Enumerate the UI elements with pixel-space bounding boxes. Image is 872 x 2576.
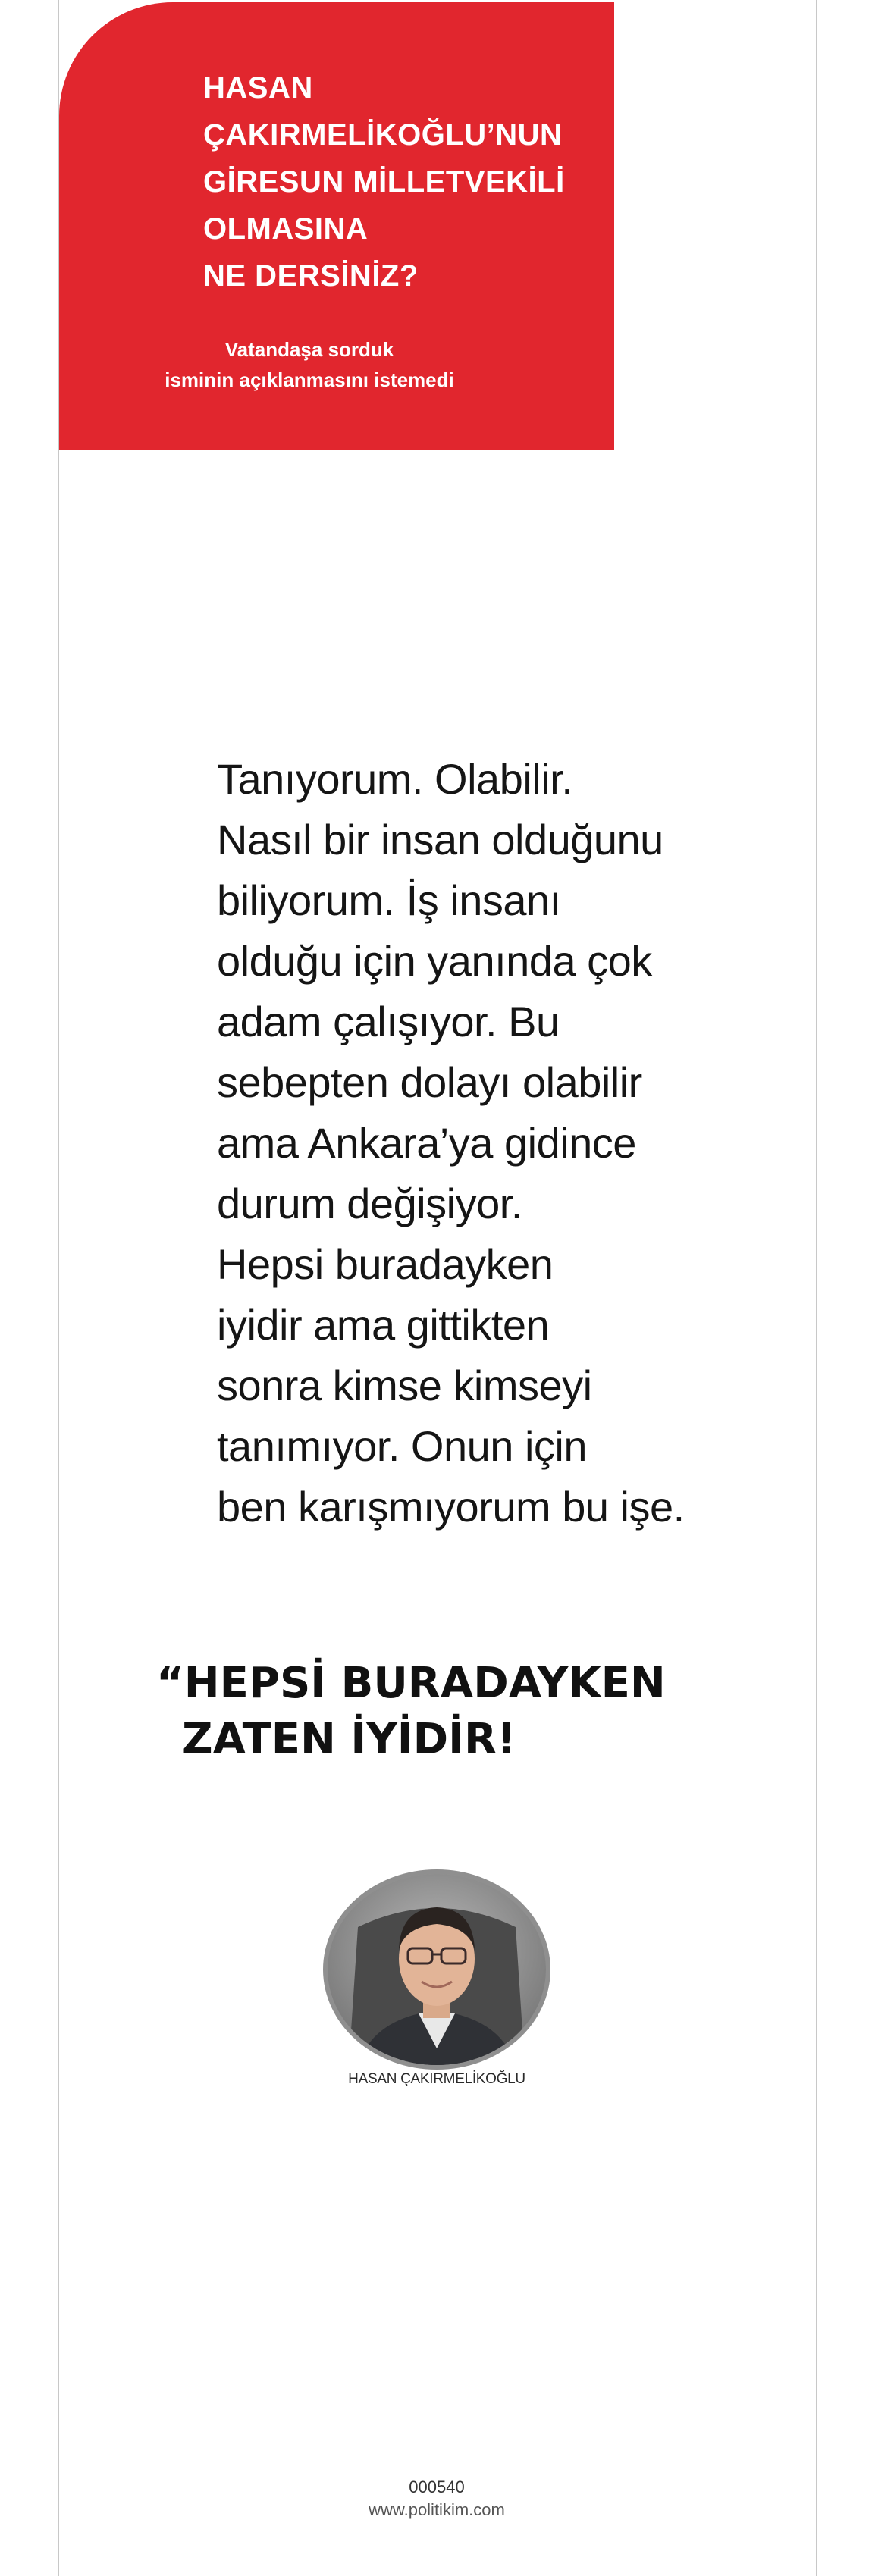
quote-line: ZATEN İYİDİR! bbox=[182, 1715, 516, 1764]
answer-line: olduğu için yanında çok bbox=[217, 937, 652, 985]
answer-line: adam çalışıyor. Bu bbox=[217, 998, 560, 1045]
pull-quote bbox=[156, 1656, 666, 1768]
subtitle-line: isminin açıklanmasını istemedi bbox=[165, 368, 454, 391]
answer-line: Hepsi buradayken bbox=[217, 1240, 554, 1288]
answer-line: sebepten dolayı olabilir bbox=[217, 1058, 642, 1106]
question-subtitle bbox=[143, 334, 476, 395]
answer-line: iyidir ama gittikten bbox=[217, 1301, 550, 1349]
website-link[interactable]: www.politikim.com bbox=[369, 2500, 505, 2519]
answer-line: Nasıl bir insan olduğunu bbox=[217, 816, 663, 863]
portrait-caption: HASAN ÇAKIRMELİKOĞLU bbox=[348, 2071, 525, 2087]
question-line: GİRESUN MİLLETVEKİLİ bbox=[203, 165, 565, 199]
answer-line: tanımıyor. Onun için bbox=[217, 1422, 588, 1470]
question-title bbox=[203, 64, 565, 299]
subtitle-line: Vatandaşa sorduk bbox=[224, 338, 394, 361]
question-header bbox=[59, 2, 614, 450]
portrait-illustration bbox=[328, 1874, 546, 2065]
answer-text bbox=[217, 749, 763, 1537]
page-code: 000540 bbox=[409, 2477, 465, 2496]
right-frame-line bbox=[816, 0, 817, 2576]
answer-line: biliyorum. İş insanı bbox=[217, 876, 561, 924]
avatar bbox=[323, 1869, 550, 2070]
quote-line: “HEPSİ BURADAYKEN bbox=[156, 1659, 666, 1708]
answer-line: ama Ankara’ya gidince bbox=[217, 1119, 636, 1167]
question-line: OLMASINA bbox=[203, 212, 369, 246]
answer-line: Tanıyorum. Olabilir. bbox=[217, 755, 573, 803]
answer-line: ben karışmıyorum bu işe. bbox=[217, 1483, 685, 1531]
page-footer bbox=[323, 2476, 550, 2521]
answer-line: durum değişiyor. bbox=[217, 1180, 522, 1227]
question-line: NE DERSİNİZ? bbox=[203, 259, 419, 293]
answer-line: sonra kimse kimseyi bbox=[217, 1362, 592, 1409]
question-line: ÇAKIRMELİKOĞLU’NUN bbox=[203, 118, 563, 152]
question-line: HASAN bbox=[203, 71, 313, 105]
